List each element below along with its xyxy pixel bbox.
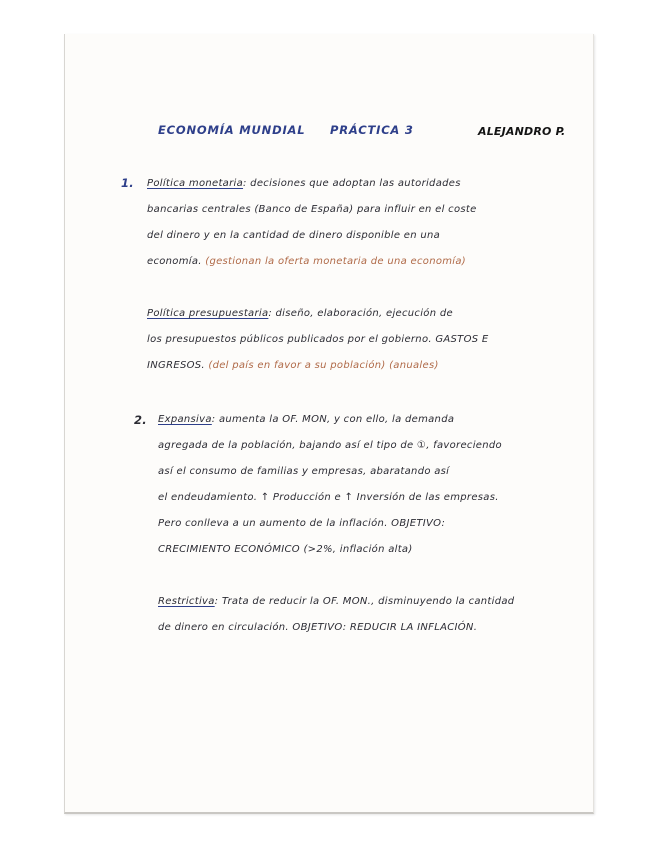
expansiva-term: Expansiva [158, 414, 212, 425]
expansiva-line-3: así el consumo de familias y empresas, abaratando así [158, 466, 450, 477]
monetaria-note: (gestionan la oferta monetaria de una economía) [205, 256, 467, 267]
section-number-2: 2. [134, 413, 147, 427]
restrictiva-term: Restrictiva [158, 596, 215, 607]
expansiva-line-4: el endeudamiento. ↑ Producción e ↑ Inversión de las empresas. [158, 492, 499, 503]
presupuestaria-note: (del país en favor a su población) (anuales) [208, 360, 439, 371]
monetaria-line-4-text: economía. [147, 256, 202, 267]
expansiva-line-6: CRECIMIENTO ECONÓMICO (>2%, inflación alta) [158, 544, 413, 555]
restrictiva-definition-start: : Trata de reducir la OF. MON., disminuyendo la cantidad [214, 596, 515, 607]
expansiva-line-2: agregada de la población, bajando así el tipo de ①, favoreciendo [158, 440, 502, 451]
practice-label: PRÁCTICA 3 [330, 123, 414, 137]
monetaria-term: Política monetaria [147, 178, 244, 189]
presupuestaria-line-3-text: INGRESOS. [147, 360, 205, 371]
monetaria-definition-start: : decisiones que adoptan las autoridades [243, 178, 461, 189]
document-title: ECONOMÍA MUNDIAL [158, 123, 306, 137]
presupuestaria-line-3 [147, 360, 439, 371]
expansiva-definition-start: : aumenta la OF. MON, y con ello, la demanda [211, 414, 455, 425]
restrictiva-line-1 [158, 596, 514, 607]
section-number-1: 1. [121, 176, 134, 190]
presupuestaria-term: Política presupuestaria [147, 308, 269, 319]
presupuestaria-definition-start: : diseño, elaboración, ejecución de [268, 308, 453, 319]
monetaria-line-2: bancarias centrales (Banco de España) para influir en el coste [147, 204, 477, 215]
presupuestaria-line-2: los presupuestos públicos publicados por el gobierno. GASTOS E [147, 334, 489, 345]
monetaria-line-3: del dinero y en la cantidad de dinero disponible en una [147, 230, 441, 241]
restrictiva-line-2: de dinero en circulación. OBJETIVO: REDUCIR LA INFLACIÓN. [158, 622, 478, 633]
expansiva-line-1 [158, 414, 454, 425]
monetaria-line-1 [147, 178, 461, 189]
monetaria-line-4 [147, 256, 466, 267]
author-name: ALEJANDRO P. [478, 125, 566, 138]
expansiva-line-5: Pero conlleva a un aumento de la inflación. OBJETIVO: [158, 518, 446, 529]
presupuestaria-line-1 [147, 308, 453, 319]
